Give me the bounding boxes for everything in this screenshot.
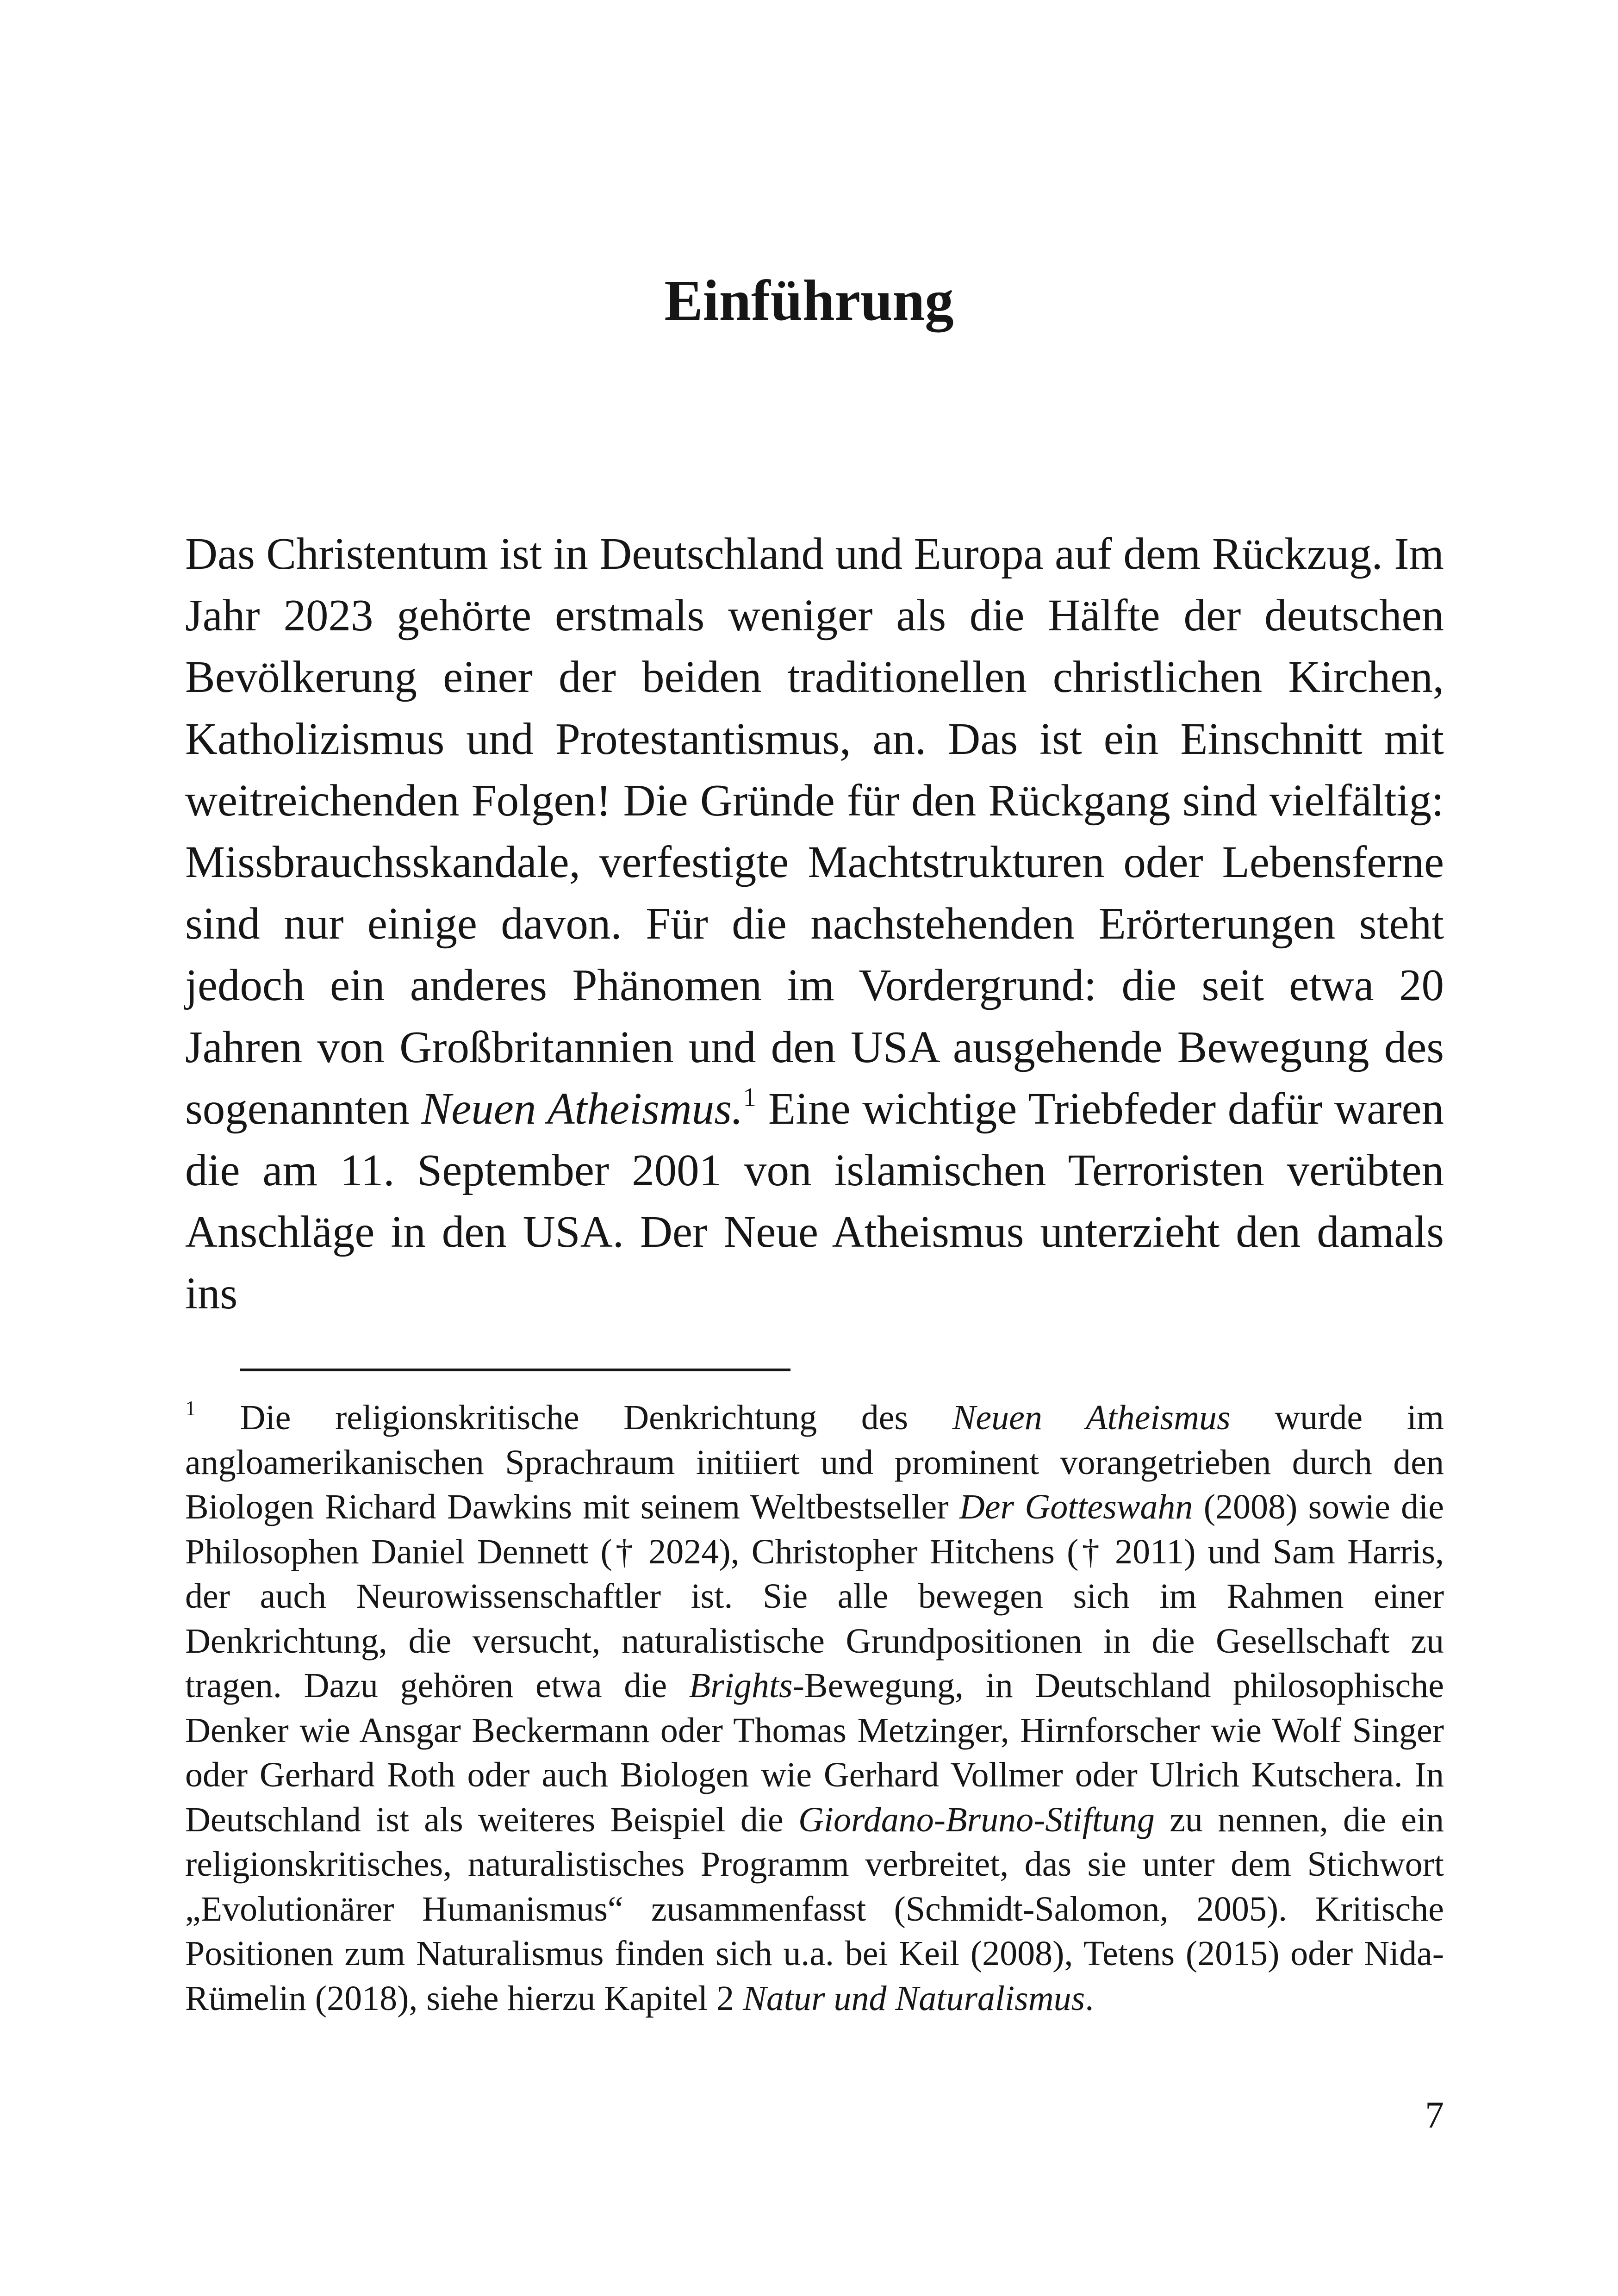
footnote-separator xyxy=(240,1369,790,1371)
footnote-text-segment: wurde im angloamerikanischen Sprachraum initiiert und prominent vorangetrieben durch den Biologen Richard Dawkins mit seinem Weltbestseller xyxy=(185,1398,1444,1526)
chapter-title: Einführung xyxy=(664,269,954,333)
footnote-text-segment: (2008) sowie die Philosophen Daniel Dennett († 2024), Christopher Hitchens († 2011) und Sam Harris, der auch Neurowissenschaftler ist. Sie alle bewegen sich im Rahmen einer Denkrichtung, die versucht, naturalistische Grundpositionen in die Gesellschaft zu tragen. Dazu gehören etwa die xyxy=(185,1487,1444,1705)
footnote-italic-chapter: Natur und Naturalismus xyxy=(743,1979,1085,2018)
footnote-italic-term: Brights xyxy=(689,1666,793,1705)
footnote-text-segment: zu nennen, die ein religionskritisches, naturalistisches Programm verbreitet, das sie unter dem Stichwort „Evolutionärer Humanismus“ zusammenfasst (Schmidt-Salomon, 2005). Kritische Positionen zum Naturalismus finden sich u.a. bei Keil (2008), Tetens (2015) oder Nida-Rümelin (2018), siehe hierzu Kapitel 2 xyxy=(185,1800,1444,2018)
footnote-text-segment: Die religionskritische Denkrichtung des xyxy=(196,1398,952,1437)
body-text-segment: Eine wichtige Triebfeder dafür waren die am 11. September 2001 von islamischen Terroristen verübten Anschläge in den USA. Der Neue Atheismus unterzieht den damals ins xyxy=(185,1083,1444,1319)
page-number: 7 xyxy=(1425,2094,1444,2136)
body-paragraph xyxy=(185,523,1444,1325)
footnote-reference[interactable]: 1 xyxy=(743,1082,757,1112)
footnote-number: 1 xyxy=(185,1396,196,1420)
body-italic-term: Neuen Atheismus. xyxy=(421,1083,743,1133)
footnote-italic-title: Der Gotteswahn xyxy=(959,1487,1193,1526)
footnote-italic-term: Neuen Atheismus xyxy=(952,1398,1231,1437)
body-text-segment: Das Christentum ist in Deutschland und Europa auf dem Rückzug. Im Jahr 2023 gehörte erstmals weniger als die Hälfte der deutschen Bevölkerung einer der beiden traditionellen christlichen Kirchen, Katholizismus und Protestantismus, an. Das ist ein Einschnitt mit weitreichenden Folgen! Die Gründe für den Rückgang sind vielfältig: Missbrauchsskandale, verfestigte Machtstrukturen oder Lebensferne sind nur einige davon. Für die nachstehenden Erörterungen steht jedoch ein anderes Phänomen im Vordergrund: die seit etwa 20 Jahren von Großbritannien und den USA ausgehende Bewegung des sogenannten xyxy=(185,529,1444,1133)
footnote-text-segment: . xyxy=(1085,1979,1094,2018)
footnote-text-segment: -Bewegung, in Deutschland philosophische Denker wie Ansgar Beckermann oder Thomas Metzinger, Hirnforscher wie Wolf Singer oder Gerhard Roth oder auch Biologen wie Gerhard Vollmer oder Ulrich Kutschera. In Deutschland ist als weiteres Beispiel die xyxy=(185,1666,1444,1839)
footnote xyxy=(185,1395,1444,2021)
footnote-italic-term: Giordano-Bruno-Stiftung xyxy=(798,1800,1155,1839)
